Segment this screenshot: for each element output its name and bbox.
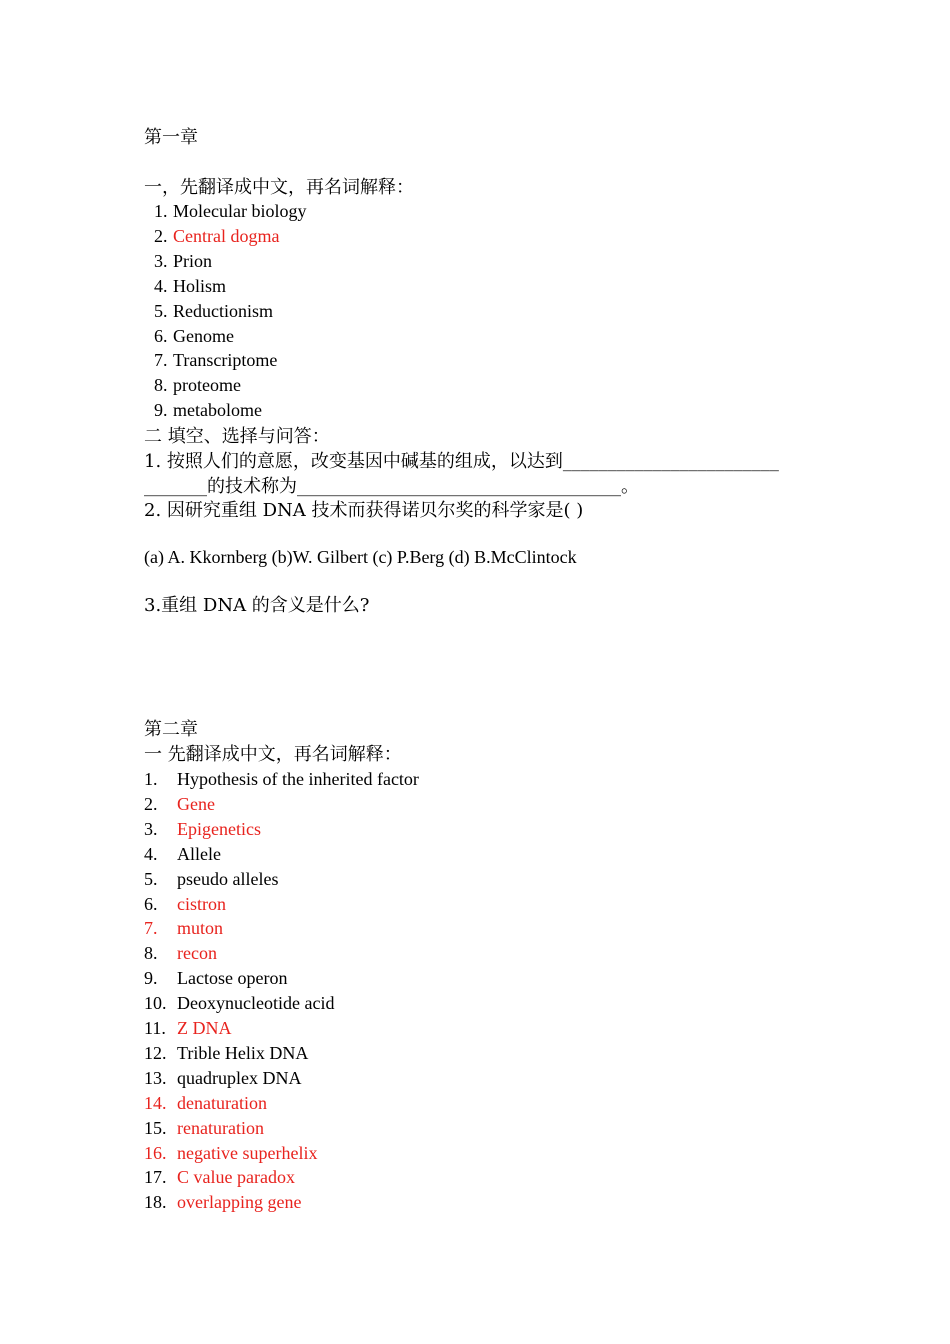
list-item-term: metabolome (173, 400, 262, 421)
list-item (144, 1116, 264, 1141)
list-item-term: Central dogma (173, 225, 280, 246)
list-item-number: 8. (144, 943, 158, 964)
question3: 3.重组 DNA 的含义是什么? (144, 595, 370, 616)
list-item-number: 2. (154, 225, 168, 246)
list-item-term: denaturation (177, 1092, 267, 1113)
list-item-term: Trible Helix DNA (177, 1042, 309, 1063)
list-item (144, 348, 277, 373)
list-item (144, 274, 226, 299)
list-item-number: 1. (144, 769, 158, 789)
list-item-term: muton (177, 918, 224, 939)
chapter1-title: 第一章 (144, 127, 198, 148)
list-item (144, 867, 278, 892)
list-item-term: renaturation (177, 1117, 264, 1138)
list-item-number: 16. (144, 1142, 167, 1163)
chapter2-section1-heading: 一 先翻译成中文，再名词解释： (144, 744, 402, 765)
list-item (144, 966, 287, 991)
list-item-term: overlapping gene (177, 1192, 302, 1213)
list-item (144, 199, 306, 224)
list-item-number: 5. (154, 300, 168, 321)
chapter2-title: 第二章 (144, 719, 198, 740)
chapter1-section2-heading: 二 填空、选择与问答： (144, 426, 330, 447)
list-item-number: 8. (154, 375, 168, 396)
list-item-number: 5. (144, 868, 158, 889)
list-item-number: 4. (144, 843, 158, 864)
question1-line2: _______的技术称为____________________________________。 (144, 476, 639, 497)
list-item (144, 892, 226, 917)
list-item-term: Z DNA (177, 1018, 232, 1038)
list-item-number: 7. (154, 350, 168, 371)
list-item-term: Allele (177, 843, 221, 864)
list-item (144, 842, 221, 867)
list-item (144, 1016, 232, 1041)
list-item (144, 299, 273, 324)
list-item-number: 11. (144, 1018, 166, 1038)
list-item-number: 10. (144, 993, 167, 1014)
list-item-term: Transcriptome (173, 350, 278, 371)
list-item-term: Gene (177, 793, 215, 814)
list-item (144, 1091, 267, 1116)
list-item (144, 941, 217, 966)
list-item (144, 991, 334, 1016)
list-item-term: cistron (177, 893, 226, 914)
list-item-number: 1. (154, 201, 168, 221)
list-item-term: recon (177, 943, 217, 964)
question2: 2. 因研究重组 DNA 技术而获得诺贝尔奖的科学家是( ) (144, 500, 584, 521)
list-item-term: Holism (173, 275, 227, 296)
list-item (144, 224, 279, 249)
list-item-number: 9. (154, 400, 168, 421)
list-item-term: Deoxynucleotide acid (177, 993, 335, 1014)
list-item (144, 1041, 308, 1066)
list-item (144, 817, 261, 842)
list-item-number: 6. (144, 893, 158, 914)
list-item-term: Molecular biology (173, 201, 307, 221)
list-item-number: 3. (154, 250, 168, 271)
list-item (144, 324, 234, 349)
list-item (144, 1165, 295, 1190)
list-item (144, 767, 419, 792)
list-item-term: Reductionism (173, 300, 273, 321)
list-item-term: Lactose operon (177, 968, 288, 989)
list-item-term: Prion (173, 250, 213, 271)
list-item-number: 4. (154, 275, 168, 296)
list-item-number: 17. (144, 1167, 167, 1188)
list-item-number: 7. (144, 918, 158, 939)
list-item-term: Genome (173, 325, 234, 346)
list-item-term: Hypothesis of the inherited factor (177, 769, 419, 789)
list-item-number: 6. (154, 325, 168, 346)
list-item (144, 249, 212, 274)
list-item (144, 373, 241, 398)
list-item (144, 398, 262, 423)
list-item-term: quadruplex DNA (177, 1067, 302, 1088)
list-item-number: 15. (144, 1117, 167, 1138)
list-item (144, 1141, 317, 1166)
list-item-term: Epigenetics (177, 818, 261, 839)
list-item-number: 2. (144, 793, 158, 814)
list-item-number: 9. (144, 968, 158, 989)
list-item-term: pseudo alleles (177, 868, 279, 889)
list-item-number: 12. (144, 1042, 167, 1063)
list-item-number: 3. (144, 818, 158, 839)
list-item (144, 1190, 301, 1215)
question1-line1: 1. 按照人们的意愿，改变基因中碱基的组成，以达到________________________ (144, 451, 779, 472)
list-item (144, 916, 223, 941)
question2-options: (a) A. Kkornberg (b)W. Gilbert (c) P.Berg (d) B.McClintock (144, 547, 577, 567)
chapter1-section1-heading: 一，先翻译成中文，再名词解释： (144, 177, 414, 198)
list-item-number: 18. (144, 1192, 167, 1213)
list-item-term: proteome (173, 375, 241, 396)
list-item (144, 792, 215, 817)
list-item-term: C value paradox (177, 1167, 295, 1188)
list-item (144, 1066, 301, 1091)
list-item-number: 13. (144, 1067, 167, 1088)
list-item-number: 14. (144, 1092, 167, 1113)
list-item-term: negative superhelix (177, 1142, 318, 1163)
